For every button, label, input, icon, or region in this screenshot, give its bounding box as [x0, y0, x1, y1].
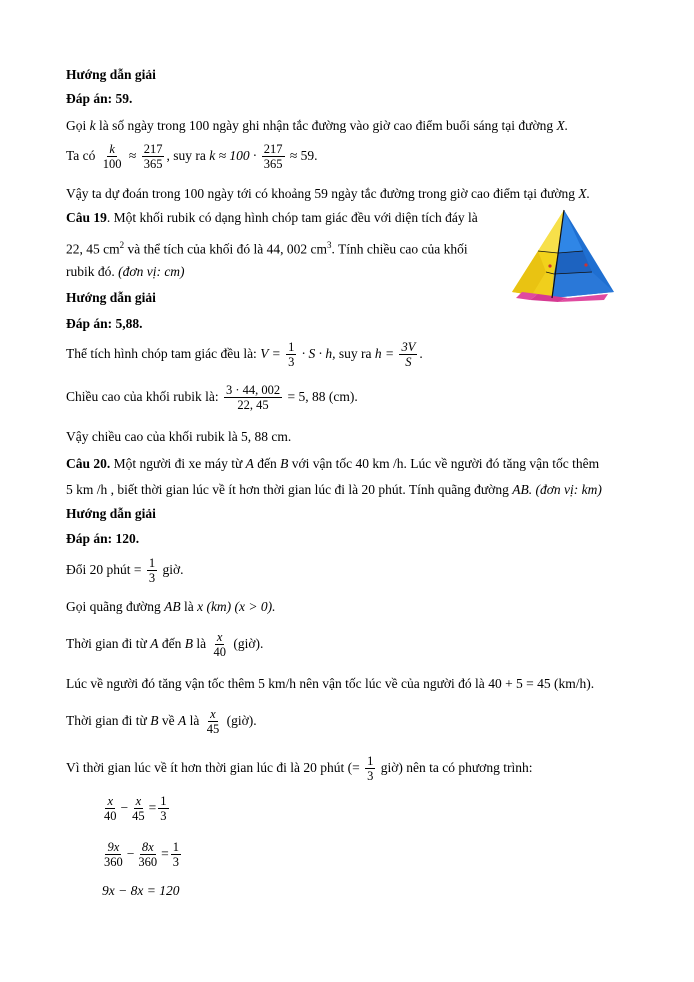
text: rubik đó.	[66, 264, 119, 279]
text: 5 km /h , biết thời gian lúc về ít hơn thời gian lúc đi là 20 phút. Tính quãng đường	[66, 482, 509, 497]
text: với vận tốc 40 km /h. Lúc về người đó tăng vận tốc thêm	[288, 456, 600, 471]
symbol: =	[161, 846, 169, 861]
variable: X.	[556, 118, 569, 133]
fraction: $\frac{217}{365}$	[143, 142, 163, 172]
paragraph-convert-minutes	[66, 552, 184, 588]
fraction: $\frac{1}{3}$	[160, 794, 167, 824]
symbol: −	[126, 846, 135, 861]
text: Thời gian đi từ	[66, 636, 147, 651]
paragraph-volume-formula	[66, 336, 423, 372]
fraction: $\frac{3V}{S}$	[401, 340, 416, 370]
text: (giờ).	[233, 636, 264, 651]
text: là	[196, 636, 207, 651]
variable: B	[184, 636, 193, 651]
text: Vậy ta dự đoán trong 100 ngày tới có khoảng 59 ngày tắc đường trong giờ cao điểm tại đường	[66, 186, 576, 201]
text: Thời gian đi từ	[66, 713, 147, 728]
question-label: Câu 20.	[66, 456, 111, 471]
paragraph-time-ba	[66, 703, 257, 739]
paragraph-time-ab	[66, 626, 263, 662]
formula: k ≈ 100 ·	[209, 148, 257, 163]
equation-step-2	[100, 836, 183, 872]
solution-heading: Hướng dẫn giải	[66, 290, 156, 305]
paragraph-define-k	[66, 117, 568, 135]
answer-label: Đáp án: 5,88.	[66, 316, 143, 331]
paragraph-equation-intro	[66, 750, 532, 786]
question-20-line-2	[66, 481, 602, 499]
formula: 40 + 5 = 45 (km/h).	[488, 676, 595, 691]
paragraph-height-calc	[66, 379, 358, 415]
text: suy ra	[338, 346, 372, 361]
fraction: $\frac{1}{3}$	[367, 754, 374, 784]
symbol: =	[148, 800, 157, 815]
question-19-line-1	[66, 209, 478, 227]
unit-note: (đơn vị: cm)	[118, 264, 185, 279]
paragraph-conclusion	[66, 185, 590, 203]
symbol: −	[120, 800, 129, 815]
variable: B	[280, 456, 289, 471]
solution-heading: Hướng dẫn giải	[66, 67, 156, 82]
text: và thể tích của khối đó là 44, 002 cm	[124, 241, 327, 257]
text: .	[419, 346, 423, 361]
text: Lúc về người đó tăng vận tốc thêm 5 km/h nên vận tốc lúc về của người đó là	[66, 676, 485, 691]
fraction: $\frac{3 \cdot 44, 002}{22, 45}$	[225, 383, 281, 413]
variable: AB	[164, 599, 181, 614]
text: giờ) nên ta có phương trình:	[380, 760, 533, 775]
rubik-pyramid-image	[508, 208, 618, 302]
text: . Một khối rubik có dạng hình chóp tam giác đều với diện tích đáy là	[106, 210, 478, 225]
formula: · S · h,	[301, 346, 336, 361]
question-20-line-1	[66, 455, 599, 473]
formula: = 5, 88 (cm).	[287, 389, 358, 404]
question-19-line-2	[66, 236, 468, 259]
paragraph-conclusion: Vậy chiều cao của khối rubik là 5, 88 cm.	[66, 429, 292, 444]
equation-step-3: 9x − 8x = 120	[102, 883, 180, 898]
formula: ≈ 59.	[289, 148, 318, 163]
variable: B	[150, 713, 159, 728]
formula: x (km) (x > 0).	[197, 599, 276, 614]
equation-step-1	[100, 790, 171, 826]
variable: A	[150, 636, 159, 651]
fraction: $\frac{x}{40}$	[104, 794, 117, 824]
answer-label: Đáp án: 120.	[66, 531, 140, 546]
area-value: 22, 45 cm	[66, 241, 120, 257]
variable: A	[245, 456, 254, 471]
superscript: 3	[326, 240, 332, 250]
variable: X.	[578, 186, 591, 201]
text: . Tính chiều cao của khối	[331, 241, 468, 257]
text: Ta có	[66, 148, 96, 163]
variable: A	[177, 713, 187, 728]
fraction: $\frac{x}{45}$	[206, 707, 220, 737]
text: giờ.	[162, 562, 184, 577]
solution-heading: Hướng dẫn giải	[66, 506, 156, 521]
paragraph-define-x	[66, 598, 276, 616]
variable: k	[89, 118, 96, 133]
text: Chiều cao của khối rubik là:	[66, 389, 219, 404]
text: Thể tích hình chóp tam giác đều là:	[66, 346, 257, 361]
text: (giờ).	[226, 713, 257, 728]
symbol: ≈	[128, 148, 137, 163]
fraction: $\frac{1}{3}$	[288, 340, 295, 370]
text: đến	[257, 456, 277, 471]
paragraph-return-speed	[66, 675, 594, 693]
fraction: $\frac{x}{40}$	[213, 630, 226, 660]
formula: h =	[374, 346, 395, 361]
text: Vì thời gian lúc về ít hơn thời gian lúc đi là 20 phút (	[66, 760, 353, 775]
superscript: 2	[119, 240, 125, 250]
symbol: =	[352, 760, 360, 775]
variable: AB.	[512, 482, 533, 497]
fraction: $\frac{1}{3}$	[148, 556, 156, 586]
text: Gọi	[66, 118, 87, 133]
text: đến	[161, 636, 182, 651]
fraction: $\frac{x}{45}$	[132, 794, 145, 824]
text: Gọi quãng đường	[66, 599, 161, 614]
text: Đổi 20 phút =	[66, 562, 142, 577]
text: là	[183, 599, 194, 614]
question-19-line-3	[66, 263, 185, 281]
question-label: Câu 19	[66, 210, 107, 225]
answer-label: Đáp án: 59.	[66, 91, 133, 106]
text: là số ngày trong 100 ngày ghi nhận tắc đường vào giờ cao điểm buổi sáng tại đường	[99, 118, 554, 133]
fraction: $\frac{8x}{360}$	[138, 840, 158, 870]
text: là	[189, 713, 200, 728]
unit-note: (đơn vị: km)	[535, 482, 602, 497]
fraction: $\frac{k}{100}$	[102, 142, 122, 172]
formula: V =	[260, 346, 281, 361]
fraction: $\frac{9x}{360}$	[104, 840, 123, 870]
text: , suy ra	[166, 148, 206, 163]
fraction: $\frac{1}{3}$	[172, 840, 179, 870]
text: về	[161, 713, 175, 728]
paragraph-ratio	[66, 138, 318, 174]
fraction: $\frac{217}{365}$	[263, 142, 283, 172]
text: Một người đi xe máy từ	[110, 456, 243, 471]
